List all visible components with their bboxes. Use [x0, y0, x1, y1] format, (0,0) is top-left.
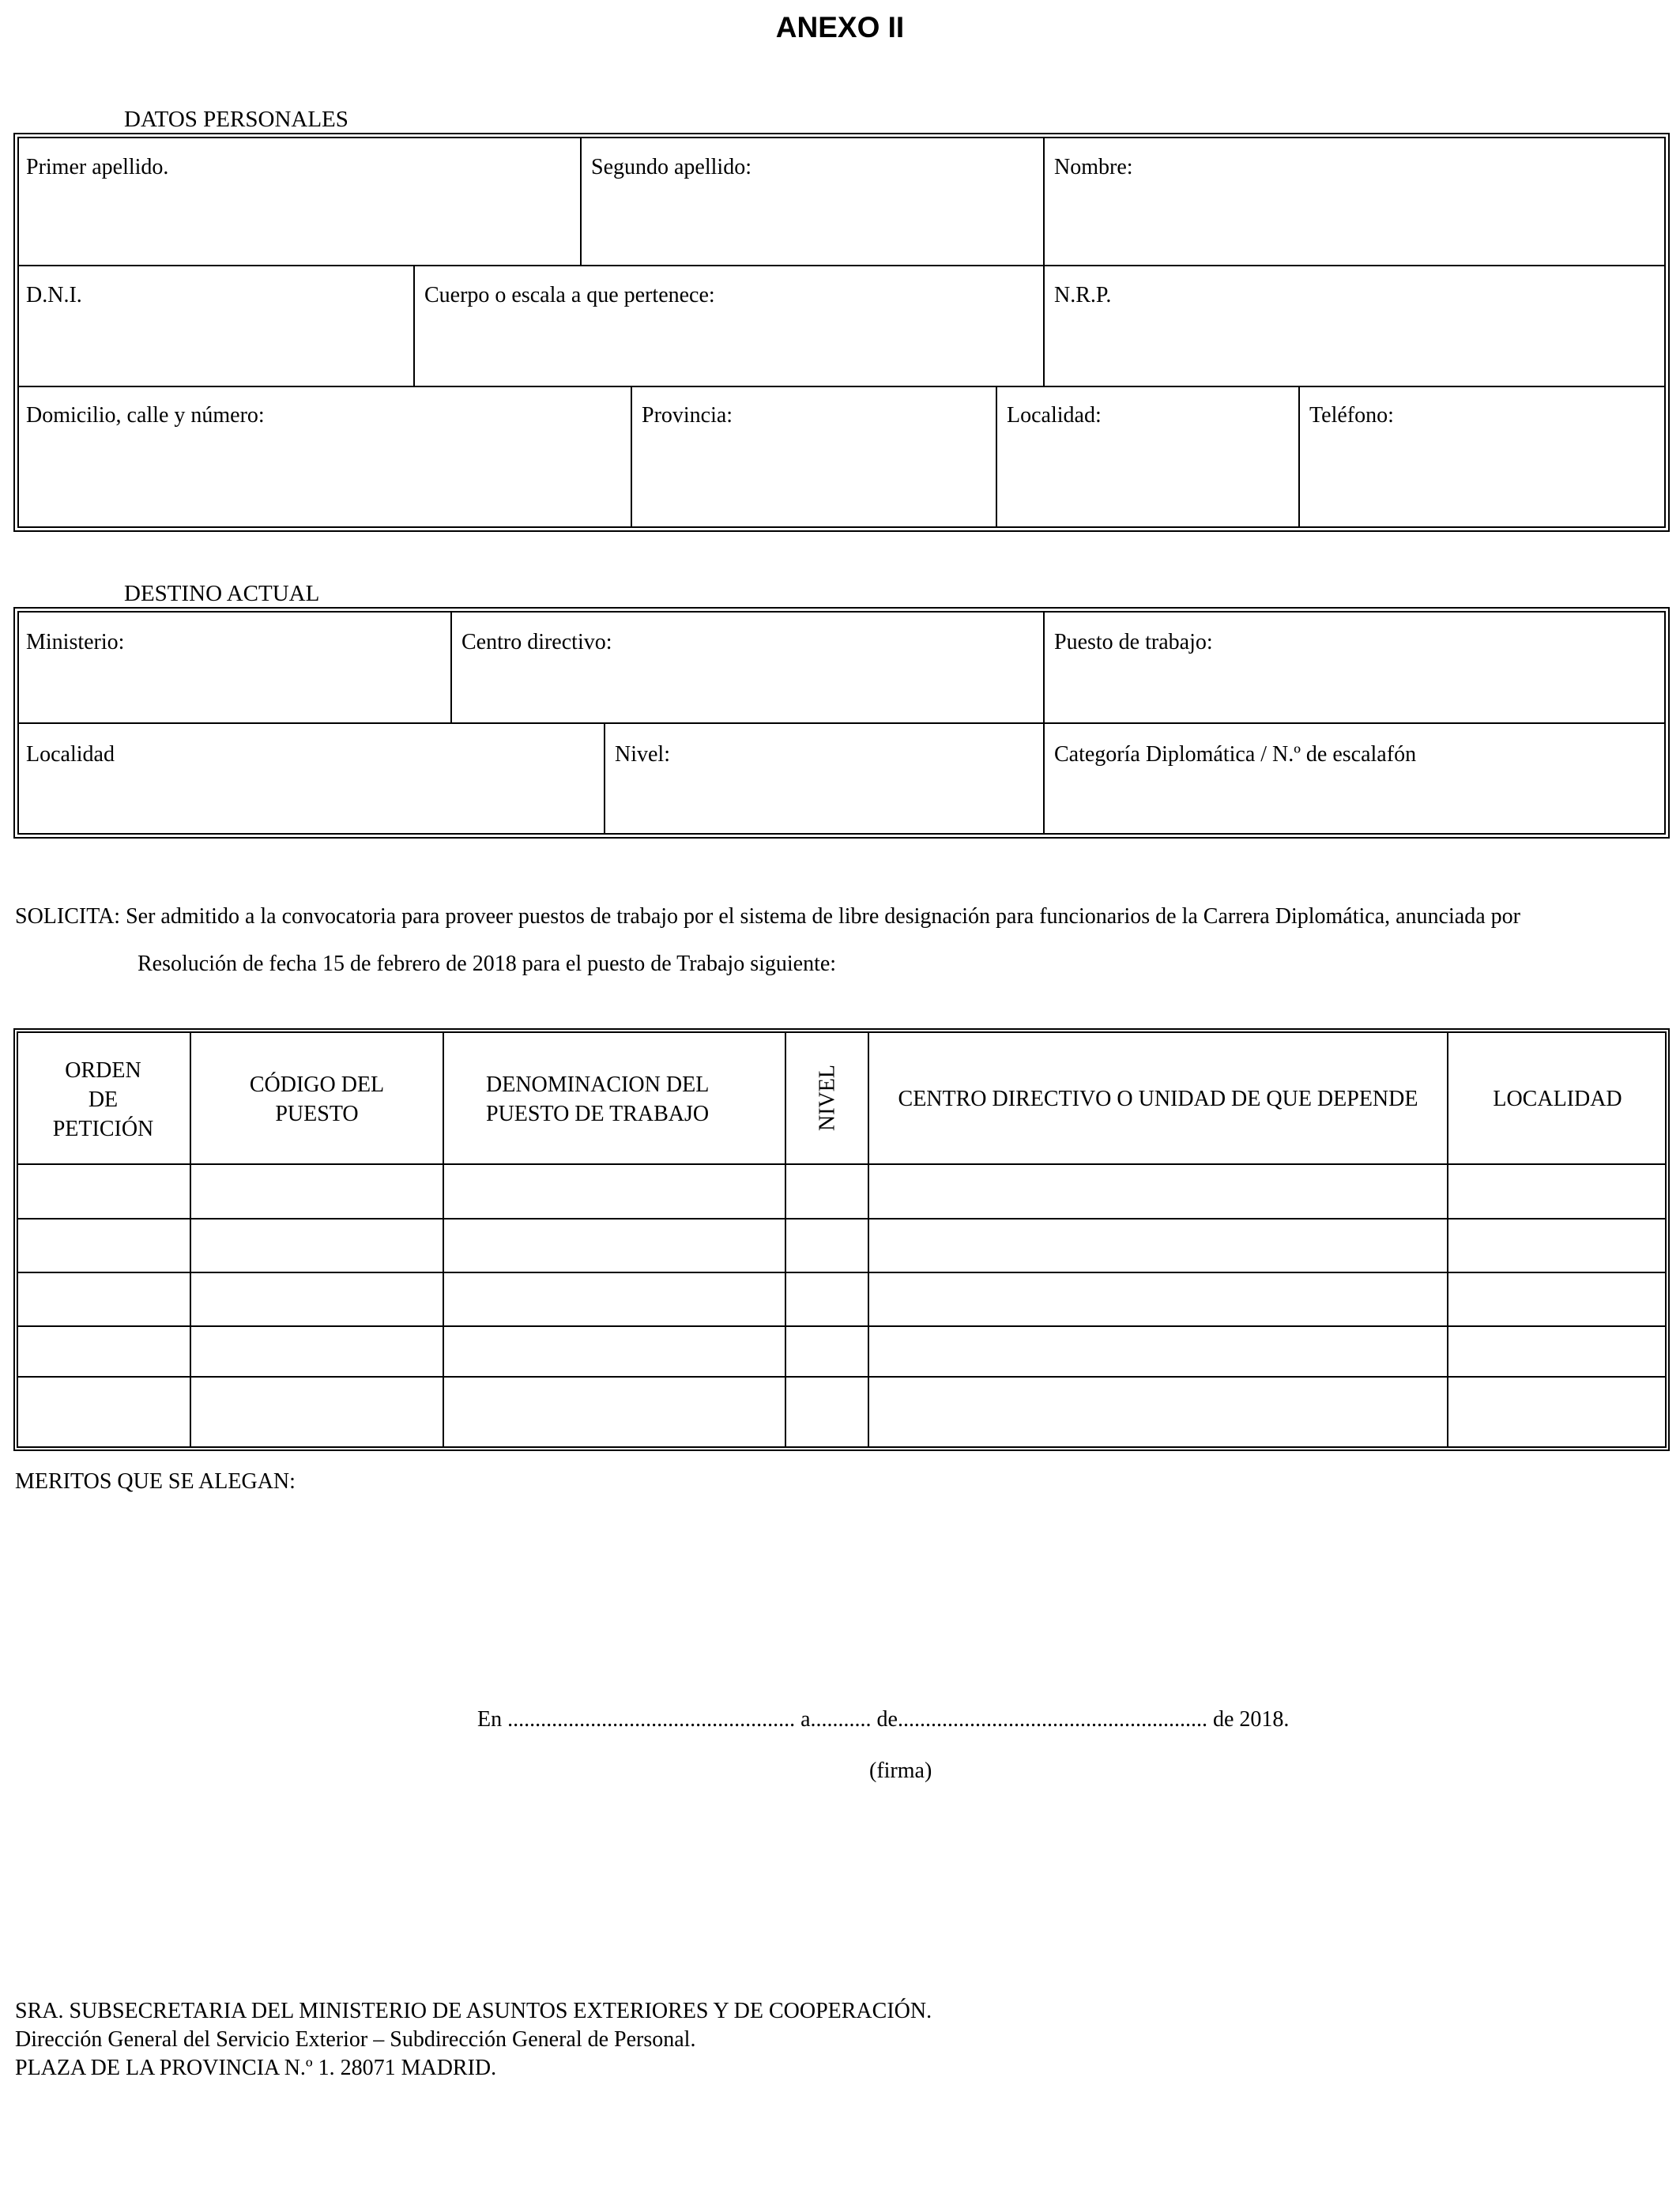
- footer-address: [15, 1997, 932, 2083]
- page-title: ANEXO II: [775, 11, 905, 43]
- row-divider: [17, 722, 1666, 724]
- column-divider: [996, 386, 997, 528]
- field-label-segundo-apellido: Segundo apellido:: [591, 155, 751, 179]
- table-row: [17, 1218, 1667, 1220]
- field-label-domicilio: Domicilio, calle y número:: [26, 403, 265, 428]
- field-label-centro-directivo: Centro directivo:: [461, 630, 612, 654]
- field-label-nombre: Nombre:: [1054, 155, 1133, 179]
- field-label-primer-apellido: Primer apellido.: [26, 155, 169, 179]
- row-divider: [17, 386, 1666, 387]
- field-label-nrp: N.R.P.: [1054, 283, 1112, 307]
- column-divider: [631, 386, 632, 528]
- table-column-divider: [443, 1031, 444, 1448]
- table-header-divider: [17, 1163, 1667, 1165]
- field-label-localidad: Localidad:: [1007, 403, 1102, 428]
- table-row: [17, 1376, 1667, 1378]
- table-header-localidad: LOCALIDAD: [1493, 1087, 1622, 1111]
- column-divider: [580, 137, 582, 266]
- footer-line-2: Dirección General del Servicio Exterior – Subdirección General de Personal.: [15, 2027, 696, 2052]
- field-label-ministerio: Ministerio:: [26, 630, 125, 654]
- section-heading-datos-personales: DATOS PERSONALES: [124, 107, 348, 132]
- table-row: [17, 1325, 1667, 1327]
- solicita-line-2: Resolución de fecha 15 de febrero de 2018 para el puesto de Trabajo siguiente:: [137, 952, 837, 976]
- field-label-nivel: Nivel:: [615, 742, 670, 767]
- row-divider: [17, 265, 1666, 266]
- footer-line-3: PLAZA DE LA PROVINCIA N.º 1. 28071 MADRID.: [15, 2056, 497, 2080]
- field-label-provincia: Provincia:: [642, 403, 733, 428]
- column-divider: [604, 722, 605, 835]
- column-divider: [1043, 611, 1045, 835]
- field-label-localidad-destino: Localidad: [26, 742, 115, 767]
- table-header-nivel: NIVEL: [815, 1064, 839, 1131]
- table-header-centro: CENTRO DIRECTIVO O UNIDAD DE QUE DEPENDE: [898, 1087, 1418, 1111]
- field-label-puesto-trabajo: Puesto de trabajo:: [1054, 630, 1213, 654]
- section-heading-destino-actual: DESTINO ACTUAL: [124, 581, 320, 606]
- field-label-telefono: Teléfono:: [1309, 403, 1394, 428]
- firma-label: (firma): [869, 1759, 932, 1783]
- table-row: [17, 1272, 1667, 1273]
- column-divider: [450, 611, 452, 723]
- field-label-dni: D.N.I.: [26, 283, 82, 307]
- date-line: En .................................................... a........... de........................................................ de 2018.: [477, 1707, 1290, 1732]
- table-header-codigo: CÓDIGO DEL PUESTO: [249, 1072, 385, 1126]
- field-label-categoria: Categoría Diplomática / N.º de escalafón: [1054, 742, 1417, 767]
- column-divider: [1043, 137, 1045, 386]
- column-divider: [1298, 386, 1300, 528]
- table-header-denominacion: DENOMINACION DEL PUESTO DE TRABAJO: [486, 1072, 710, 1126]
- meritos-label: MERITOS QUE SE ALEGAN:: [15, 1469, 296, 1494]
- table-header-orden: ORDEN DE PETICIÓN: [52, 1058, 154, 1141]
- form-inner-border: [17, 137, 1666, 528]
- column-divider: [413, 265, 415, 386]
- footer-line-1: SRA. SUBSECRETARIA DEL MINISTERIO DE ASUNTOS EXTERIORES Y DE COOPERACIÓN.: [15, 1999, 932, 2023]
- solicita-line-1: SOLICITA: Ser admitido a la convocatoria para proveer puestos de trabajo por el sistema de libre designación para funcionarios de la Carrera Diplomática, anunciada por: [15, 904, 1520, 929]
- field-label-cuerpo: Cuerpo o escala a que pertenece:: [424, 283, 715, 307]
